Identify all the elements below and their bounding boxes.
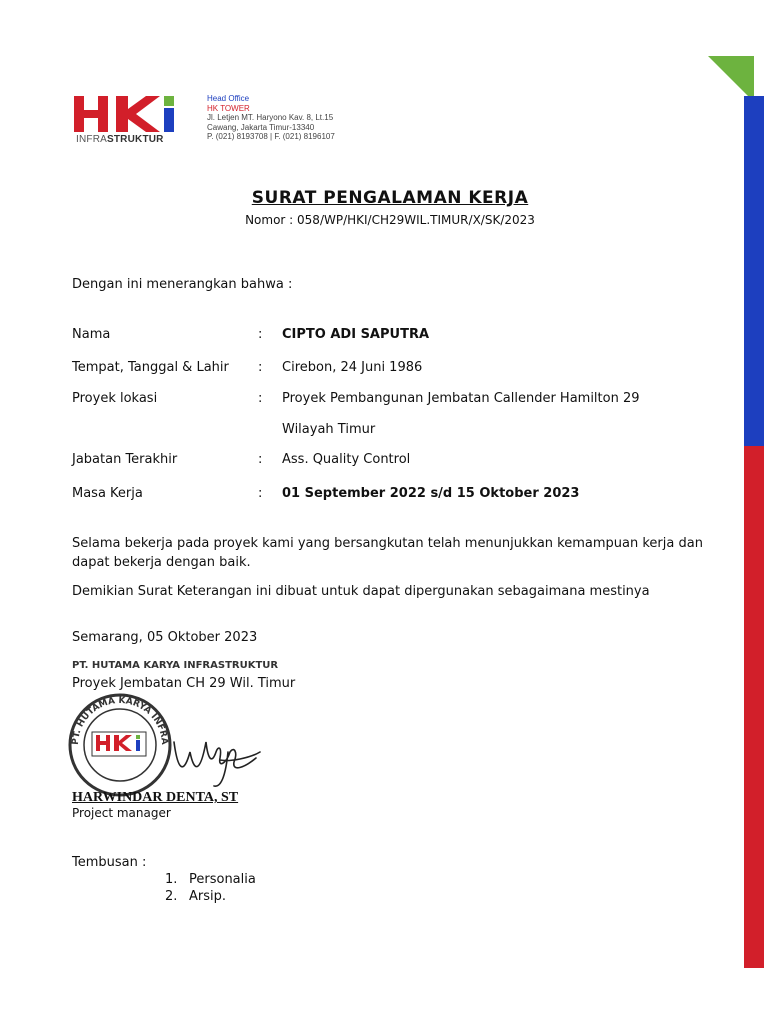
field-colon: :	[258, 360, 263, 375]
field-colon: :	[258, 391, 263, 406]
office-line-1: Head Office	[207, 94, 250, 103]
head-office-address	[207, 94, 335, 142]
field-value: 01 September 2022 s/d 15 Oktober 2023	[282, 486, 580, 501]
intro-text: Dengan ini menerangkan bahwa :	[72, 277, 293, 292]
list-item	[165, 888, 256, 905]
field-label: Tempat, Tanggal & Lahir	[72, 360, 229, 375]
paragraph-statement: Selama bekerja pada proyek kami yang bersangkutan telah menunjukkan kemampuan kerja dan dapat bekerja dengan baik.	[72, 536, 703, 570]
signer-role: Project manager	[72, 806, 171, 820]
office-line-4: Cawang, Jakarta Timur-13340	[207, 122, 315, 132]
project-name: Proyek Jembatan CH 29 Wil. Timur	[72, 676, 296, 691]
list-item-number: 1.	[165, 872, 178, 887]
list-item-text: Arsip.	[189, 889, 227, 904]
field-label: Nama	[72, 327, 111, 342]
field-label: Proyek lokasi	[72, 391, 158, 406]
issue-date: Semarang, 05 Oktober 2023	[72, 630, 258, 645]
hki-logo	[72, 94, 182, 150]
logo-wordmark	[76, 134, 164, 145]
logo-infra-text: INFRA	[76, 134, 107, 145]
tembusan-list	[165, 871, 256, 905]
stripe-blue	[744, 96, 764, 446]
list-item-number: 2.	[165, 889, 178, 904]
field-value: Cirebon, 24 Juni 1986	[282, 360, 423, 375]
field-label: Masa Kerja	[72, 486, 143, 501]
stripe-red	[744, 446, 764, 968]
document-title: SURAT PENGALAMAN KERJA	[251, 188, 529, 208]
company-name: PT. HUTAMA KARYA INFRASTRUKTUR	[72, 660, 279, 671]
field-label: Jabatan Terakhir	[72, 452, 178, 467]
tembusan-label: Tembusan :	[72, 855, 147, 870]
field-colon: :	[258, 486, 263, 501]
office-line-2: HK TOWER	[207, 103, 250, 113]
field-value: Ass. Quality Control	[282, 452, 411, 467]
field-value: Proyek Pembangunan Jembatan Callender Hamilton 29	[282, 391, 640, 406]
list-item-text: Personalia	[189, 872, 256, 887]
field-value: CIPTO ADI SAPUTRA	[282, 327, 430, 342]
list-item	[165, 871, 256, 888]
field-colon: :	[258, 452, 263, 467]
field-value: Wilayah Timur	[282, 422, 376, 437]
stamp-text: PT. HUTAMA KARYA INFRA	[70, 695, 170, 746]
signer-name: HARWINDAR DENTA, ST	[72, 790, 239, 805]
paragraph-closing: Demikian Surat Keterangan ini dibuat untuk dapat dipergunakan sebagaimana mestinya	[72, 584, 650, 599]
office-line-5: P. (021) 8193708 | F. (021) 8196107	[207, 132, 335, 142]
field-colon: :	[258, 327, 263, 342]
logo-struktur-text: STRUKTUR	[107, 134, 164, 145]
signature-icon	[160, 712, 270, 792]
office-line-3: Jl. Letjen MT. Haryono Kav. 8, Lt.15	[207, 113, 334, 123]
document-number: Nomor : 058/WP/HKI/CH29WIL.TIMUR/X/SK/2023	[245, 213, 535, 227]
signature	[160, 712, 270, 792]
hki-logo-icon	[72, 94, 182, 136]
